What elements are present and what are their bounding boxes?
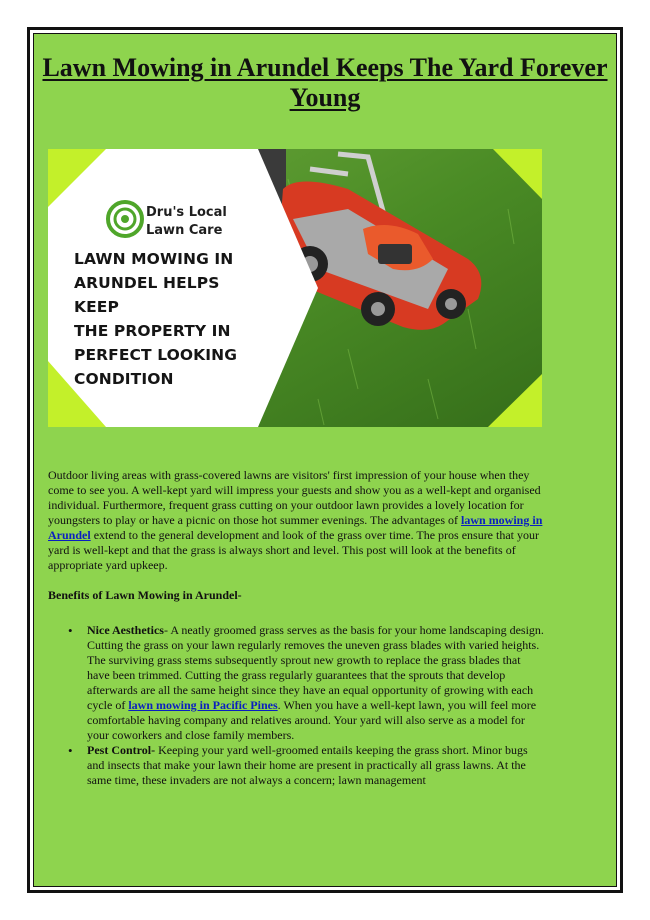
- banner-logo-text: [146, 204, 227, 240]
- banner-headline-line: CONDITION: [74, 370, 174, 388]
- intro-paragraph: [48, 468, 546, 573]
- logo-line-2: Lawn Care: [146, 223, 223, 238]
- article-body: [48, 468, 546, 788]
- banner-headline-line: ARUNDEL HELPS KEEP: [74, 274, 220, 316]
- benefit-title: Nice Aesthetics: [87, 623, 164, 637]
- banner-image: [48, 149, 542, 427]
- logo-line-1: Dru's Local: [146, 205, 227, 220]
- list-item: [87, 743, 546, 788]
- banner-headline-line: LAWN MOWING IN: [74, 250, 234, 268]
- benefit-text: - A neatly groomed grass serves as the basis for your home landscaping design. Cutting the grass on your lawn regularly removes the uneven grass blades with varied heights. The surviving grass stems subsequently sprout new growth to replace the grass blades that have been trimmed. Cutting the grass regularly guarantees that the sprouts that develop afterwards are all the same height since they have an equal opportunity of growing with each cycle of: [87, 623, 544, 712]
- benefits-heading: Benefits of Lawn Mowing in Arundel-: [48, 588, 242, 602]
- benefits-list: [48, 623, 546, 788]
- link-lawn-mowing-arundel[interactable]: lawn mowing in Arundel: [48, 513, 543, 542]
- banner-headline-line: PERFECT LOOKING: [74, 346, 238, 364]
- benefit-text-continued: . When you have a well-kept lawn, you will feel more comfortable having company and relatives around. Your yard will also serve as a model for your coworkers and close family members.: [87, 698, 537, 742]
- benefit-title: Pest Control-: [87, 743, 156, 757]
- benefit-text: Keeping your yard well-groomed entails keeping the grass short. Minor bugs and insects that make your lawn their home are present in practically all grass lawns. At the same time, these invaders are not always a concern; lawn management: [87, 743, 528, 787]
- banner-headline-line: THE PROPERTY IN: [74, 322, 231, 340]
- banner-headline: [74, 247, 264, 391]
- list-item: [87, 623, 546, 743]
- intro-text-continued: extend to the general development and look of the grass over time. The pros ensure that your yard is well-kept and that the grass is always short and level. This post will look at the benefits of appropriate yard upkeep.: [48, 528, 539, 572]
- link-lawn-mowing-pacific-pines[interactable]: lawn mowing in Pacific Pines: [128, 698, 278, 712]
- page-title: Lawn Mowing in Arundel Keeps The Yard Forever Young: [42, 53, 608, 112]
- intro-text: Outdoor living areas with grass-covered lawns are visitors' first impression of your house when they come to see you. A well-kept yard will impress your guests and show you as a well-kept and organised individual. Furthermore, frequent grass cutting on your outdoor lawn provides a lovely location for youngsters to play or have a picnic on those hot summer evenings. The advantages of: [48, 468, 541, 527]
